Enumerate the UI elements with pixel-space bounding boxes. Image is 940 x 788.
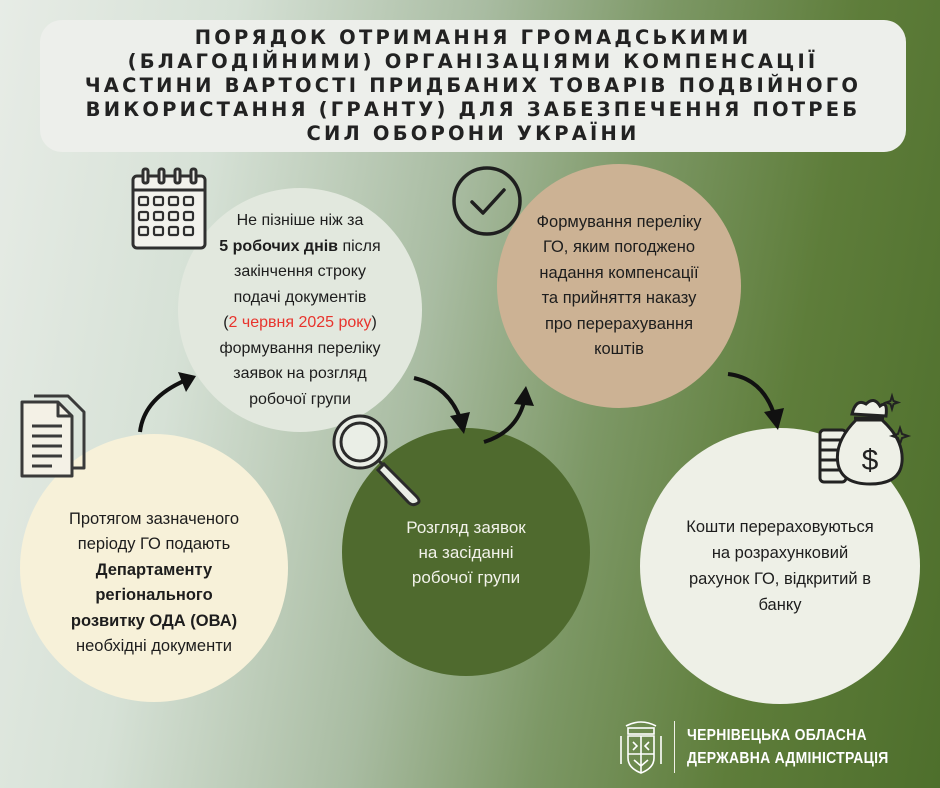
organization-logo xyxy=(618,718,911,776)
step-4-circle xyxy=(497,164,741,408)
checkmark-icon xyxy=(450,164,524,238)
step-4-text: Формування переліку ГО, яким погоджено надання компенсації та прийняття наказу про перерахування коштів xyxy=(536,212,702,358)
page-title: ПОРЯДОК ОТРИМАННЯ ГРОМАДСЬКИМИ (БЛАГОДІЙНИМИ) ОРГАНІЗАЦІЯМИ КОМПЕНСАЦІЇ ЧАСТИНИ ВАРТОСТІ ПРИДБАНИХ ТОВАРІВ ПОДВІЙНОГО ВИКОРИСТАННЯ (ГРАНТУ) ДЛЯ ЗАБЕЗПЕЧЕННЯ ПОТРЕБ СИЛ ОБОРОНИ УКРАЇНИ xyxy=(84,26,862,145)
deadline-date: 2 червня 2025 року xyxy=(228,314,372,331)
logo-divider xyxy=(674,721,675,773)
title-banner xyxy=(40,20,906,152)
organization-name: ЧЕРНІВЕЦЬКА ОБЛАСНА ДЕРЖАВНА АДМІНІСТРАЦІЯ xyxy=(687,727,889,767)
arrow-step3-to-step4 xyxy=(476,384,546,454)
arrow-step1-to-step2 xyxy=(126,368,206,438)
document-icon xyxy=(18,394,90,480)
step-5-text: Кошти перераховуються на розрахунковий рахунок ГО, відкритий в банку xyxy=(686,518,874,614)
step-1-text: Протягом зазначеного періоду ГО подають Департаменту регіонального розвитку ОДА (ОВА) необхідні документи xyxy=(68,509,240,655)
step-2-text: Не пізніше ніж за 5 робочих днів після закінчення строку подачі документів (2 червня 2025 року) формування переліку заявок на розгляд робочої групи xyxy=(219,212,381,408)
arrow-step2-to-step3 xyxy=(408,372,478,442)
money-bag-icon xyxy=(812,392,912,488)
calendar-icon xyxy=(130,166,208,252)
svg-text:$: $ xyxy=(861,444,879,477)
step-3-text: Розгляд заявок на засіданні робочої групи xyxy=(406,517,526,587)
arrow-step4-to-step5 xyxy=(724,368,794,438)
step-2-circle xyxy=(178,188,422,432)
coat-of-arms-icon xyxy=(618,718,664,776)
